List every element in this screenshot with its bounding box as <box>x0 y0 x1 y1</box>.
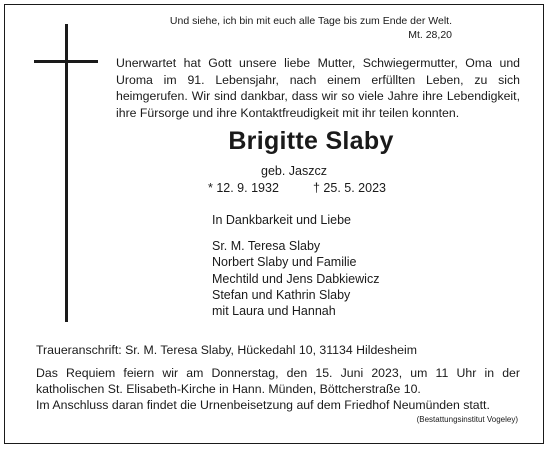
birth-date: * 12. 9. 1932 <box>208 181 279 195</box>
mourner-item: Mechtild und Jens Dabkiewicz <box>212 271 380 286</box>
requiem-text <box>36 365 520 413</box>
mourning-address: Traueranschrift: Sr. M. Teresa Slaby, Hückedahl 10, 31134 Hildesheim <box>36 343 417 357</box>
mourner-item: mit Laura und Hannah <box>212 304 336 319</box>
requiem-line: Das Requiem feiern wir am Donnerstag, den 15. Juni 2023, um 11 Uhr in der <box>36 366 520 380</box>
cross-horizontal-bar <box>34 60 98 63</box>
deceased-name: Brigitte Slaby <box>228 127 394 155</box>
death-date: † 25. 5. 2023 <box>313 181 386 195</box>
mourner-item: Sr. M. Teresa Slaby <box>212 239 321 253</box>
requiem-line: katholischen St. Elisabeth-Kirche in Hann. Münden, Böttcherstraße 10. <box>36 382 421 396</box>
bible-verse-reference: Mt. 28,20 <box>408 29 452 41</box>
intro-line: heimgerufen. Wir sind dankbar, dass wir so viele Jahre ihre Lebendigkeit, <box>116 89 520 103</box>
mourner-item: Norbert Slaby und Familie <box>212 255 357 270</box>
intro-line: ihre Fürsorge und ihre Kontaktfreudigkeit mit ihr teilen konnten. <box>116 105 460 120</box>
mourner-item: Stefan und Kathrin Slaby <box>212 287 351 302</box>
intro-line: Uroma im 91. Lebensjahr, nach einem erfüllten Leben, zu sich <box>116 72 520 87</box>
requiem-line: Im Anschluss daran findet die Urnenbeisetzung auf dem Friedhof Neumünden statt. <box>36 398 490 412</box>
bible-verse: Und siehe, ich bin mit euch alle Tage bis zum Ende der Welt. <box>169 15 452 27</box>
intro-line: Unerwartet hat Gott unsere liebe Mutter, Schwiegermutter, Oma und <box>116 56 520 70</box>
thanks-line: In Dankbarkeit und Liebe <box>212 213 351 227</box>
undertaker-credit: (Bestattungsinstitut Vogeley) <box>416 415 518 424</box>
mourners-list <box>212 238 379 319</box>
intro-text <box>116 55 520 121</box>
maiden-name: geb. Jaszcz <box>261 164 328 178</box>
cross-vertical-bar <box>65 24 68 322</box>
